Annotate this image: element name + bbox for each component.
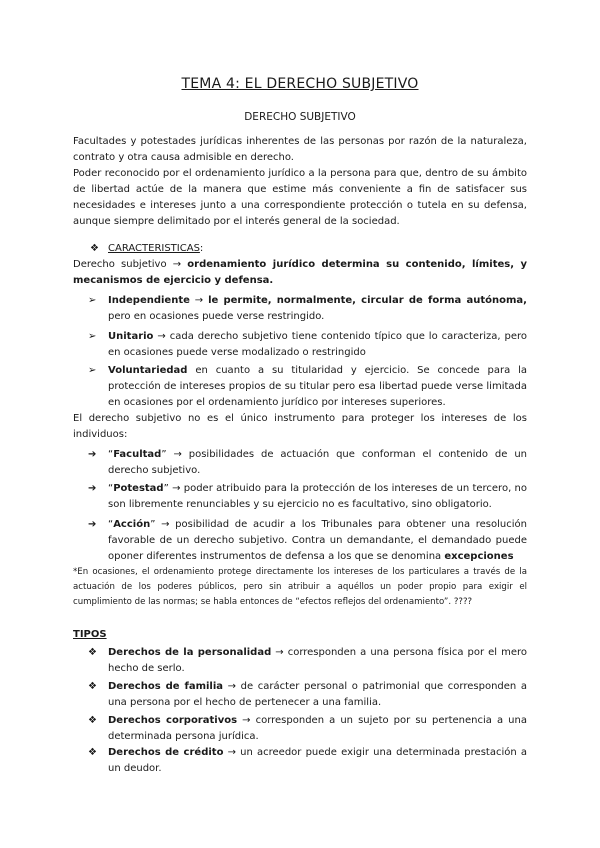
item-text: pero en ocasiones puede verse restringido. bbox=[108, 311, 325, 322]
diamond-bullet-icon: ❖ bbox=[88, 647, 97, 658]
footnote: *En ocasiones, el ordenamiento protege directamente los intereses de los particulares a través de la actuación de los poderes públicos, pero sin atribuir a aquéllos un poder propio para exigir el cumplimiento de las normas; se habla entonces de “efectos reflejos del ordenamiento”. ???? bbox=[73, 567, 527, 607]
arrow-bullet-icon: ➔ bbox=[88, 449, 97, 460]
item-text: → un acreedor puede exigir una determinada prestación a un deudor. bbox=[108, 747, 527, 774]
list-item bbox=[108, 679, 527, 711]
item-arrow: → bbox=[189, 295, 209, 306]
item-text: → de carácter personal o patrimonial que corresponden a una persona por el hecho de pertenecer a una familia. bbox=[108, 681, 528, 708]
item-term: Unitario bbox=[108, 331, 154, 342]
diamond-bullet-icon: ❖ bbox=[88, 715, 97, 726]
list-item bbox=[108, 293, 527, 325]
item-term: Derechos de la personalidad bbox=[108, 647, 272, 658]
list-item bbox=[108, 713, 527, 745]
item-term: Derechos corporativos bbox=[108, 715, 238, 726]
instrumentos-paragraph: El derecho subjetivo no es el único instrumento para proteger los intereses de los individuos: bbox=[73, 413, 527, 440]
lead-bold: ordenamiento jurídico determina su contenido, límites, y mecanismos de ejercicio y defensa. bbox=[73, 259, 528, 286]
list-item bbox=[108, 329, 527, 361]
item-term: Acción bbox=[113, 519, 151, 530]
list-item: “Acción” → posibilidad de acudir a los Tribunales para obtener una resolución favorable de un derecho subjetivo. Contra un demandante, el demandado puede oponer diferentes instrumentos de defensa a los que se denomina excepciones bbox=[108, 519, 527, 562]
page-title: TEMA 4: EL DERECHO SUBJETIVO bbox=[181, 76, 419, 92]
arrow-bullet-icon: ➔ bbox=[88, 483, 97, 494]
diamond-bullet-icon: ❖ bbox=[88, 681, 97, 692]
diamond-bullet-icon: ❖ bbox=[90, 243, 99, 254]
list-item: “Potestad” → poder atribuido para la protección de los intereses de un tercero, no son libremente renunciables y su ejercicio no es facultativo, sino obligatorio. bbox=[108, 483, 527, 510]
list-item bbox=[108, 645, 527, 677]
arrowhead-bullet-icon: ➢ bbox=[88, 331, 97, 342]
item-arrow: → bbox=[153, 331, 170, 342]
item-text: → poder atribuido para la protección de los intereses de un tercero, no son libremente renunciables y su ejercicio no es facultativo, sino obligatorio. bbox=[108, 483, 527, 510]
item-bold-end: excepciones bbox=[444, 551, 514, 562]
list-item bbox=[108, 363, 527, 411]
item-term: Independiente bbox=[108, 295, 190, 306]
intro-paragraph-1: Facultades y potestades jurídicas inherentes de las personas por razón de la naturaleza, contrato y otra causa admisible en derecho. bbox=[73, 136, 527, 163]
item-term: Voluntariedad bbox=[108, 365, 188, 376]
item-term: Derechos de crédito bbox=[108, 747, 224, 758]
heading-colon: : bbox=[199, 243, 204, 254]
item-text: → corresponden a una persona física por el mero hecho de serlo. bbox=[108, 647, 527, 674]
item-term: Derechos de familia bbox=[108, 681, 224, 692]
caracteristicas-lead bbox=[73, 257, 527, 289]
tipos-heading-text: TIPOS bbox=[73, 629, 107, 640]
arrowhead-bullet-icon: ➢ bbox=[88, 365, 97, 376]
item-text: → posibilidad de acudir a los Tribunales para obtener una resolución favorable de un derecho subjetivo. Contra un demandante, el demandado puede oponer diferentes instrumentos de defensa a los que se denomina bbox=[108, 519, 527, 562]
intro-paragraph-2: Poder reconocido por el ordenamiento jurídico a la persona para que, dentro de su ámbito de libertad actúe de la manera que estime más conveniente a fin de satisfacer sus necesidades e intereses junto a una correspondiente protección o tutela en su defensa, aunque siempre delimitado por el interés general de la sociedad. bbox=[73, 168, 527, 227]
list-item bbox=[108, 745, 527, 777]
caracteristicas-heading-text: CARACTERISTICAS bbox=[108, 243, 200, 254]
arrow-bullet-icon: ➔ bbox=[88, 519, 97, 530]
item-text: en cuanto a su titularidad y ejercicio. Se concede para la protección de intereses propios de su titular pero esa libertad puede verse limitada en ocasiones por el ordenamiento jurídico por intereses superiores. bbox=[108, 365, 527, 408]
arrowhead-bullet-icon: ➢ bbox=[88, 295, 97, 306]
item-bold-text: le permite, normalmente, circular de forma autónoma, bbox=[208, 295, 527, 306]
tipos-heading bbox=[73, 627, 527, 643]
item-term: Facultad bbox=[113, 449, 162, 460]
section-subtitle: DERECHO SUBJETIVO bbox=[244, 111, 356, 123]
item-term: Potestad bbox=[113, 483, 164, 494]
item-text: → corresponden a un sujeto por su pertenencia a una determinada persona jurídica. bbox=[108, 715, 527, 742]
diamond-bullet-icon: ❖ bbox=[88, 747, 97, 758]
list-item: “Facultad” → posibilidades de actuación que conforman el contenido de un derecho subjetivo. bbox=[108, 449, 527, 476]
item-text: → posibilidades de actuación que conforman el contenido de un derecho subjetivo. bbox=[108, 449, 527, 476]
lead-plain: Derecho subjetivo → bbox=[73, 259, 188, 270]
caracteristicas-heading bbox=[90, 241, 203, 257]
item-text: cada derecho subjetivo tiene contenido típico que lo caracteriza, pero en ocasiones puede verse modalizado o restringido bbox=[108, 331, 527, 358]
